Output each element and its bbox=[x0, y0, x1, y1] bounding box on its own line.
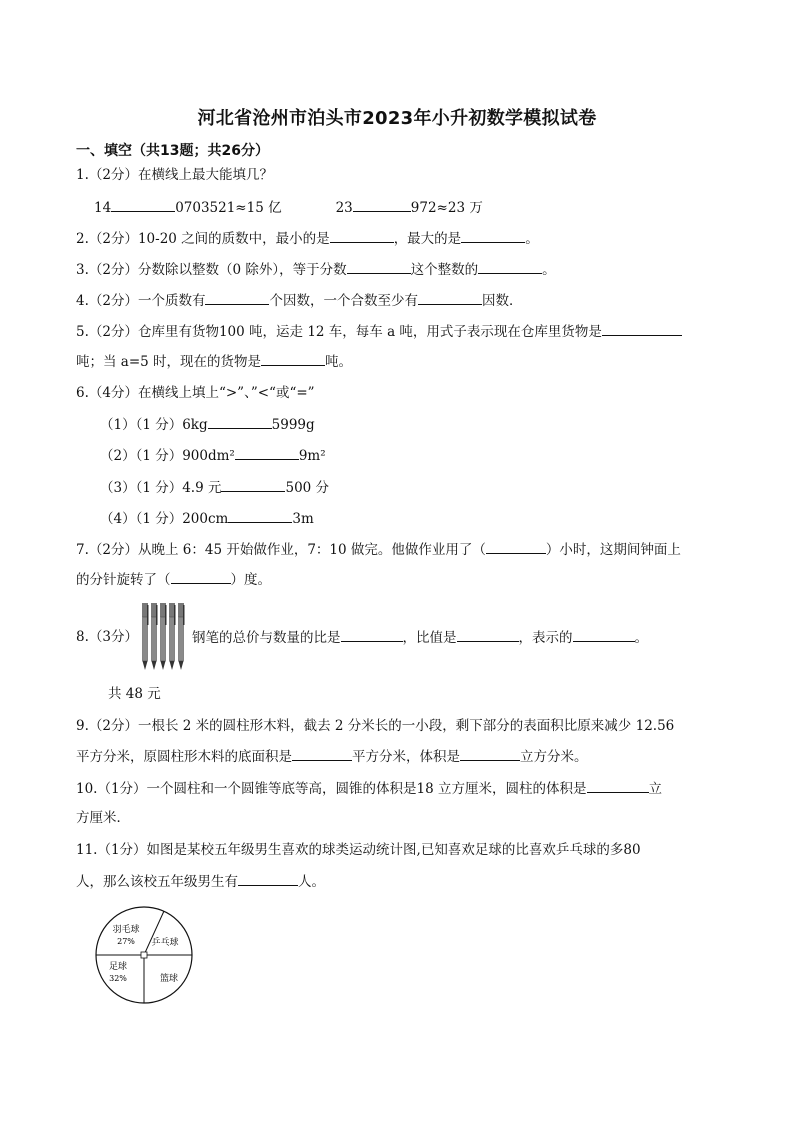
slice-value-football: 32% bbox=[109, 974, 127, 983]
answer-blank[interactable] bbox=[341, 628, 403, 642]
question-4: 4.（2分）一个质数有 个因数，一个合数至少有 因数． bbox=[76, 293, 523, 309]
answer-blank[interactable] bbox=[457, 628, 519, 642]
question-3: 3.（2分）分数除以整数（0 除外），等于分数 这个整数的 。 bbox=[76, 262, 556, 278]
ball-sports-pie-chart bbox=[94, 905, 194, 1005]
answer-blank[interactable] bbox=[587, 779, 649, 793]
answer-blank[interactable] bbox=[478, 260, 542, 274]
answer-blank[interactable] bbox=[602, 322, 682, 336]
question-9: 9.（2分）一根长 2 米的圆柱形木料，截去 2 分米长的一小段，剩下部分的表面积比原来减少 12.56 bbox=[76, 718, 675, 734]
answer-blank[interactable] bbox=[461, 229, 525, 243]
right-angle-marker bbox=[141, 952, 147, 958]
question-10: 10.（1分）一个圆柱和一个圆锥等底等高，圆锥的体积是18 立方厘米，圆柱的体积是 立 bbox=[76, 781, 663, 797]
question-5-line-2: 吨；当 a=5 时，现在的货物是 吨。 bbox=[76, 354, 353, 370]
question-6-sub-3: （3）（1 分）4.9 元 500 分 bbox=[100, 480, 330, 496]
slice-label-badminton: 羽毛球 bbox=[112, 925, 140, 935]
answer-blank[interactable] bbox=[418, 291, 482, 305]
answer-blank[interactable] bbox=[208, 415, 272, 429]
question-1-items: 14 0703521≈15 亿 23 972≈23 万 bbox=[94, 200, 483, 216]
pen-icon bbox=[169, 603, 176, 670]
slice-value-badminton: 27% bbox=[117, 937, 135, 946]
answer-blank[interactable] bbox=[292, 747, 352, 761]
question-6-sub-2: （2）（1 分）900dm² 9m² bbox=[100, 448, 326, 464]
question-9-line-2: 平方分米，原圆柱形木料的底面积是 平方分米，体积是 立方分米。 bbox=[76, 749, 588, 765]
slice-label-table-tennis: 乒乓球 bbox=[151, 938, 179, 948]
answer-blank[interactable] bbox=[573, 628, 635, 642]
answer-blank[interactable] bbox=[111, 198, 175, 212]
question-8: 钢笔的总价与数量的比是 ，比值是 ，表示的 。 bbox=[192, 630, 648, 646]
pen-icon bbox=[160, 603, 167, 670]
question-7-line-2: 的分针旋转了（ ）度。 bbox=[76, 572, 271, 588]
page-title: 河北省沧州市泊头市2023年小升初数学模拟试卷 bbox=[197, 108, 597, 129]
section-heading: 一、填空（共13题；共26分） bbox=[76, 143, 269, 159]
pen-icon bbox=[151, 603, 158, 670]
question-5: 5.（2分）仓库里有货物100 吨，运走 12 车，每车 a 吨，用式子表示现在仓库里货物是 bbox=[76, 322, 682, 341]
answer-blank[interactable] bbox=[238, 872, 298, 886]
question-7: 7.（2分）从晚上 6：45 开始做作业，7：10 做完。他做作业用了（ ）小时，这期间钟面上 bbox=[76, 542, 681, 558]
answer-blank[interactable] bbox=[205, 291, 269, 305]
answer-blank[interactable] bbox=[171, 570, 231, 584]
question-1: 1.（2分）在横线上最大能填几？ bbox=[76, 167, 273, 183]
pen-icon bbox=[178, 603, 185, 670]
answer-blank[interactable] bbox=[330, 229, 394, 243]
pen-icon bbox=[142, 603, 149, 670]
slice-label-basketball: 篮球 bbox=[159, 974, 179, 984]
question-8-label: 8.（3分） bbox=[76, 629, 138, 645]
question-11: 11.（1分）如图是某校五年级男生喜欢的球类运动统计图,已知喜欢足球的比喜欢乒乓球的多80 bbox=[76, 842, 641, 858]
answer-blank[interactable] bbox=[347, 260, 411, 274]
answer-blank[interactable] bbox=[235, 446, 299, 460]
question-6-sub-4: （4）（1 分）200cm 3m bbox=[100, 511, 314, 527]
question-6: 6.（4分）在横线上填上“>”、”<“或“=” bbox=[76, 385, 315, 401]
slice-label-football: 足球 bbox=[108, 962, 128, 972]
pens-caption: 共 48 元 bbox=[108, 686, 161, 702]
question-6-sub-1: （1）（1 分）6kg 5999g bbox=[100, 417, 315, 433]
question-11-line-2: 人，那么该校五年级男生有 人。 bbox=[76, 874, 325, 890]
pens-image bbox=[140, 601, 186, 671]
answer-blank[interactable] bbox=[486, 540, 546, 554]
answer-blank[interactable] bbox=[261, 352, 325, 366]
question-2: 2.（2分）10-20 之间的质数中，最小的是 ，最大的是 。 bbox=[76, 231, 539, 247]
answer-blank[interactable] bbox=[353, 198, 411, 212]
answer-blank[interactable] bbox=[460, 747, 520, 761]
answer-blank[interactable] bbox=[221, 478, 285, 492]
answer-blank[interactable] bbox=[228, 509, 292, 523]
question-10-line-2: 方厘米． bbox=[76, 810, 130, 826]
